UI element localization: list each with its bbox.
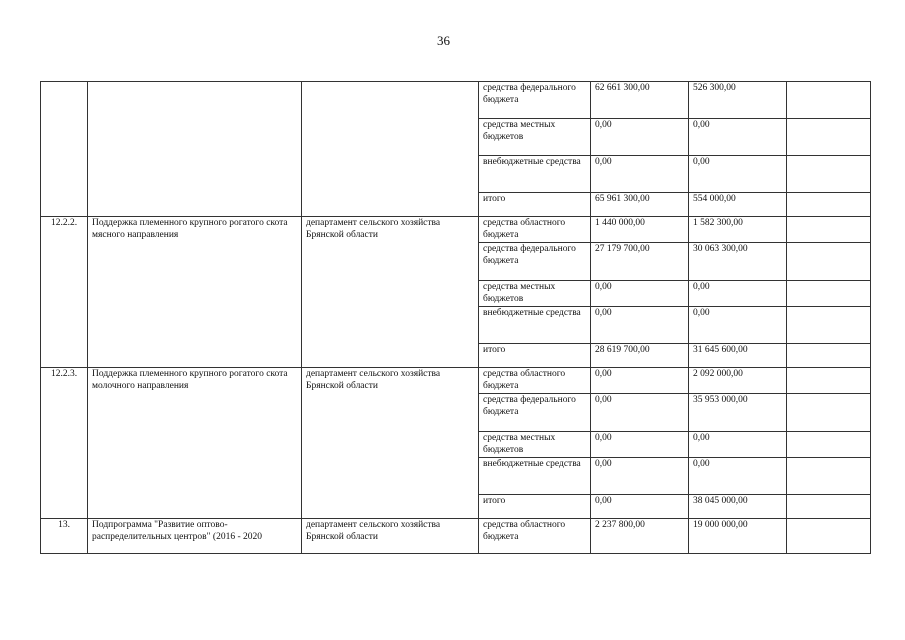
empty-cell — [787, 156, 871, 193]
funding-source-cell: средства местных бюджетов — [479, 432, 591, 458]
amount-cell-1: 2 237 800,00 — [591, 519, 689, 554]
amount-cell-2: 35 953 000,00 — [689, 394, 787, 432]
empty-cell — [787, 307, 871, 344]
funding-source-cell: средства областного бюджета — [479, 217, 591, 243]
amount-cell-1: 0,00 — [591, 432, 689, 458]
amount-cell-2: 1 582 300,00 — [689, 217, 787, 243]
event-name-cell: Поддержка племенного крупного рогатого скота мясного направления — [88, 217, 302, 368]
row-number-cell: 12.2.2. — [41, 217, 88, 368]
amount-cell-1: 28 619 700,00 — [591, 344, 689, 368]
amount-cell-1: 0,00 — [591, 458, 689, 495]
executor-cell: департамент сельского хозяйства Брянской области — [302, 217, 479, 368]
row-number-cell: 13. — [41, 519, 88, 554]
funding-source-cell: средства местных бюджетов — [479, 281, 591, 307]
empty-cell — [787, 368, 871, 394]
empty-cell — [787, 344, 871, 368]
amount-cell-2: 30 063 300,00 — [689, 243, 787, 281]
event-name-cell: Подпрограмма "Развитие оптово-распределительных центров" (2016 - 2020 — [88, 519, 302, 554]
funding-source-cell: внебюджетные средства — [479, 458, 591, 495]
table-row — [41, 82, 871, 119]
amount-cell-1: 0,00 — [591, 368, 689, 394]
executor-cell — [302, 82, 479, 217]
amount-cell-1: 62 661 300,00 — [591, 82, 689, 119]
row-number-cell — [41, 82, 88, 217]
funding-source-cell: средства областного бюджета — [479, 368, 591, 394]
empty-cell — [787, 458, 871, 495]
table-row — [41, 217, 871, 243]
executor-cell: департамент сельского хозяйства Брянской области — [302, 519, 479, 554]
empty-cell — [787, 82, 871, 119]
amount-cell-1: 0,00 — [591, 307, 689, 344]
amount-cell-2: 554 000,00 — [689, 193, 787, 217]
funding-source-cell: средства областного бюджета — [479, 519, 591, 554]
amount-cell-1: 0,00 — [591, 156, 689, 193]
amount-cell-2: 0,00 — [689, 281, 787, 307]
empty-cell — [787, 119, 871, 156]
funding-source-cell: внебюджетные средства — [479, 156, 591, 193]
amount-cell-1: 0,00 — [591, 281, 689, 307]
empty-cell — [787, 495, 871, 519]
amount-cell-2: 0,00 — [689, 119, 787, 156]
funding-source-cell: итого — [479, 495, 591, 519]
amount-cell-2: 0,00 — [689, 458, 787, 495]
table-row — [41, 368, 871, 394]
empty-cell — [787, 193, 871, 217]
table-row — [41, 519, 871, 554]
amount-cell-1: 1 440 000,00 — [591, 217, 689, 243]
row-number-cell: 12.2.3. — [41, 368, 88, 519]
amount-cell-2: 19 000 000,00 — [689, 519, 787, 554]
amount-cell-1: 0,00 — [591, 495, 689, 519]
empty-cell — [787, 519, 871, 554]
amount-cell-2: 38 045 000,00 — [689, 495, 787, 519]
empty-cell — [787, 217, 871, 243]
page-number: 36 — [437, 33, 450, 48]
empty-cell — [787, 281, 871, 307]
funding-source-cell: внебюджетные средства — [479, 307, 591, 344]
amount-cell-2: 0,00 — [689, 156, 787, 193]
funding-source-cell: средства федерального бюджета — [479, 243, 591, 281]
empty-cell — [787, 243, 871, 281]
amount-cell-1: 65 961 300,00 — [591, 193, 689, 217]
event-name-cell: Поддержка племенного крупного рогатого скота молочного направления — [88, 368, 302, 519]
amount-cell-1: 27 179 700,00 — [591, 243, 689, 281]
executor-cell: департамент сельского хозяйства Брянской области — [302, 368, 479, 519]
funding-source-cell: итого — [479, 344, 591, 368]
amount-cell-2: 0,00 — [689, 307, 787, 344]
amount-cell-2: 526 300,00 — [689, 82, 787, 119]
funding-source-cell: средства федерального бюджета — [479, 82, 591, 119]
amount-cell-2: 31 645 600,00 — [689, 344, 787, 368]
amount-cell-1: 0,00 — [591, 119, 689, 156]
event-name-cell — [88, 82, 302, 217]
budget-table — [40, 81, 871, 554]
funding-source-cell: средства федерального бюджета — [479, 394, 591, 432]
empty-cell — [787, 394, 871, 432]
funding-source-cell: средства местных бюджетов — [479, 119, 591, 156]
amount-cell-2: 2 092 000,00 — [689, 368, 787, 394]
empty-cell — [787, 432, 871, 458]
amount-cell-1: 0,00 — [591, 394, 689, 432]
amount-cell-2: 0,00 — [689, 432, 787, 458]
funding-source-cell: итого — [479, 193, 591, 217]
